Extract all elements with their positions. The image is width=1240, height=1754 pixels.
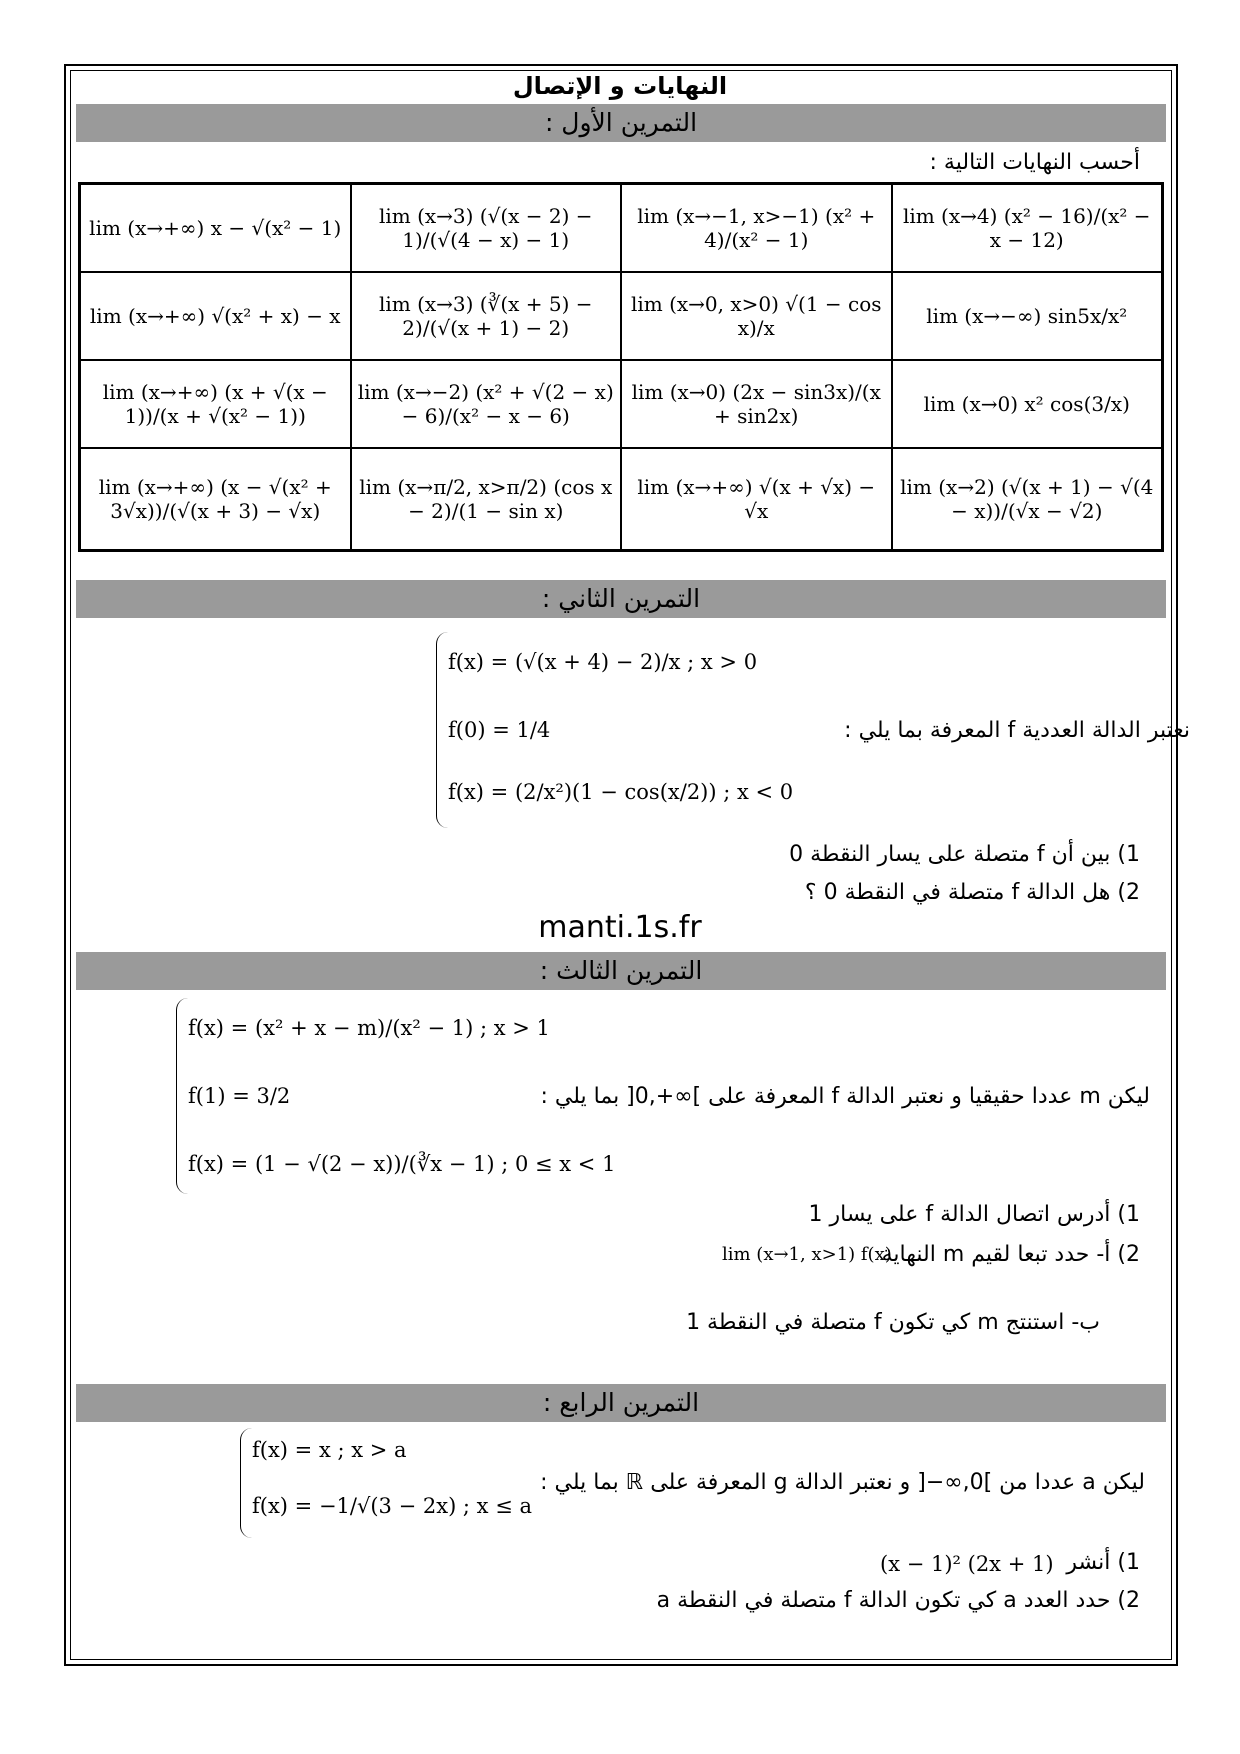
ex2-case-2: f(0) = 1/4 bbox=[448, 718, 551, 742]
ex2-question-2: 2) هل الدالة f متصلة في النقطة 0 ؟ bbox=[804, 880, 1140, 905]
limit-cell bbox=[80, 360, 351, 448]
limit-expression: lim (x→0) x² cos(3/x) bbox=[923, 392, 1130, 416]
limit-expression: lim (x→−∞) sin5x/x² bbox=[926, 304, 1128, 328]
ex4-question-1-expression: (x − 1)² (2x + 1) bbox=[880, 1552, 1054, 1576]
limit-cell bbox=[351, 184, 622, 272]
limit-cell bbox=[80, 272, 351, 360]
limit-expression: lim (x→−2) (x² + √(2 − x) − 6)/(x² − x − 6) bbox=[357, 380, 614, 428]
limit-cell bbox=[80, 448, 351, 550]
limit-expression: lim (x→π/2, x>π/2) (cos x − 2)/(1 − sin x) bbox=[359, 475, 613, 523]
ex2-question-1: 1) بين أن f متصلة على يسار النقطة 0 bbox=[789, 842, 1140, 867]
limit-expression: lim (x→+∞) √(x + √x) − √x bbox=[637, 475, 876, 523]
limit-expression: lim (x→−1, x>−1) (x² + 4)/(x² − 1) bbox=[637, 204, 876, 252]
limit-expression: lim (x→2) (√(x + 1) − √(4 − x))/(√x − √2) bbox=[900, 475, 1154, 523]
limit-cell bbox=[892, 184, 1163, 272]
limit-cell bbox=[892, 272, 1163, 360]
limit-expression: lim (x→0, x>0) √(1 − cos x)/x bbox=[630, 292, 882, 340]
exercise-1-header: التمرين الأول : bbox=[76, 104, 1166, 142]
ex3-case-3: f(x) = (1 − √(2 − x))/(∛x − 1) ; 0 ≤ x < 1 bbox=[188, 1152, 616, 1176]
ex2-case-3: f(x) = (2/x²)(1 − cos(x/2)) ; x < 0 bbox=[448, 780, 794, 804]
ex4-case-2: f(x) = −1/√(3 − 2x) ; x ≤ a bbox=[252, 1494, 532, 1518]
exercise-1-instruction: أحسب النهايات التالية : bbox=[929, 150, 1140, 175]
limit-expression: lim (x→4) (x² − 16)/(x² − x − 12) bbox=[902, 204, 1151, 252]
ex4-question-2: 2) حدد العدد a كي تكون الدالة f متصلة في النقطة a bbox=[656, 1588, 1140, 1613]
exercise-2-header: التمرين الثاني : bbox=[76, 580, 1166, 618]
limit-cell bbox=[621, 272, 892, 360]
ex2-intro: نعتبر الدالة العددية f المعرفة بما يلي : bbox=[844, 718, 1190, 743]
ex3-question-2a: 2) أ- حدد تبعا لقيم m النهاية bbox=[881, 1242, 1140, 1267]
ex2-case-1: f(x) = (√(x + 4) − 2)/x ; x > 0 bbox=[448, 650, 758, 674]
limit-cell bbox=[351, 272, 622, 360]
page-title: النهايات و الإتصال bbox=[512, 72, 728, 100]
exercise-4-header: التمرين الرابع : bbox=[76, 1384, 1166, 1422]
limit-cell bbox=[892, 448, 1163, 550]
limit-cell bbox=[351, 448, 622, 550]
limit-expression: lim (x→3) (√(x − 2) − 1)/(√(4 − x) − 1) bbox=[378, 204, 593, 252]
limit-expression: lim (x→+∞) √(x² + x) − x bbox=[89, 304, 341, 328]
ex4-case-1: f(x) = x ; x > a bbox=[252, 1438, 407, 1462]
ex3-question-2a-limit: lim (x→1, x>1) f(x) bbox=[722, 1244, 892, 1265]
ex3-intro: ليكن m عددا حقيقيا و نعتبر الدالة f المعرفة على ]∞+,0[ بما يلي : bbox=[540, 1084, 1150, 1109]
limits-table bbox=[78, 182, 1164, 552]
limit-cell bbox=[621, 184, 892, 272]
ex3-question-1: 1) أدرس اتصال الدالة f على يسار 1 bbox=[808, 1202, 1140, 1227]
ex3-case-1: f(x) = (x² + x − m)/(x² − 1) ; x > 1 bbox=[188, 1016, 550, 1040]
ex4-intro: ليكن a عددا من ]0,∞−[ و نعتبر الدالة g المعرفة على ℝ بما يلي : bbox=[540, 1470, 1145, 1495]
limit-expression: lim (x→+∞) (x − √(x² + 3√x))/(√(x + 3) − √x) bbox=[98, 475, 332, 523]
limit-expression: lim (x→3) (∛(x + 5) − 2)/(√(x + 1) − 2) bbox=[378, 292, 593, 340]
limit-expression: lim (x→+∞) x − √(x² − 1) bbox=[89, 216, 342, 240]
limit-cell bbox=[621, 448, 892, 550]
exercise-3-header-text: التمرين الثالث : bbox=[539, 956, 703, 985]
watermark: manti.1s.fr bbox=[538, 910, 702, 945]
limit-cell bbox=[80, 184, 351, 272]
ex3-case-2: f(1) = 3/2 bbox=[188, 1084, 291, 1108]
ex3-question-2b: ب- استنتج m كي تكون f متصلة في النقطة 1 bbox=[686, 1310, 1100, 1335]
ex4-question-1: 1) أنشر bbox=[1066, 1550, 1140, 1575]
exercise-3-header bbox=[76, 952, 1166, 990]
limit-cell bbox=[621, 360, 892, 448]
limit-cell bbox=[892, 360, 1163, 448]
limit-expression: lim (x→0) (2x − sin3x)/(x + sin2x) bbox=[631, 380, 881, 428]
limit-cell bbox=[351, 360, 622, 448]
limit-expression: lim (x→+∞) (x + √(x − 1))/(x + √(x² − 1)) bbox=[102, 380, 328, 428]
